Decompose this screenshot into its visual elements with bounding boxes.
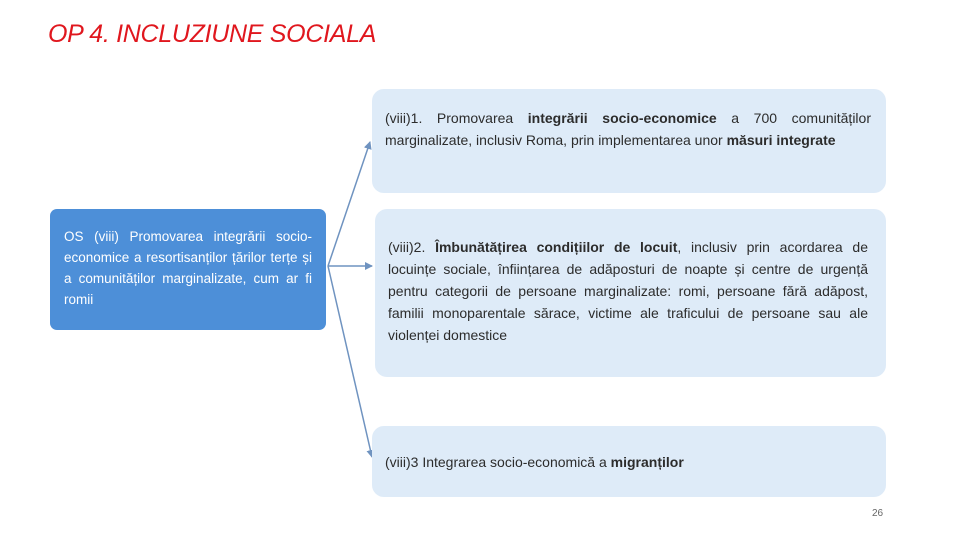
arrow-to-target-3 xyxy=(328,266,372,457)
action-box-1 xyxy=(372,89,886,193)
action-1-bold-b: măsuri integrate xyxy=(726,132,836,148)
action-box-2 xyxy=(375,209,886,377)
action-3-text-a: (viii)3 Integrarea socio-economică a xyxy=(385,454,611,470)
action-1-text-b: a 700 comunităților marginalizate, inclusiv Roma, prin implementarea unor xyxy=(385,110,871,148)
slide-title: OP 4. INCLUZIUNE SOCIALA xyxy=(48,20,377,48)
action-3-bold-a: migranților xyxy=(610,454,684,470)
action-1-text-a: (viii)1. Promovarea xyxy=(385,110,528,126)
page-number: 26 xyxy=(872,508,884,519)
action-1-bold-a: integrării socio-economice xyxy=(527,110,717,126)
action-2-text-a: (viii)2. xyxy=(388,239,436,255)
specific-objective-box xyxy=(50,209,326,330)
arrow-to-target-1 xyxy=(328,142,370,266)
action-2-bold-a: Îmbunătățirea condițiilor de locuit xyxy=(435,239,678,255)
specific-objective-text: OS (viii) Promovarea integrării socio-economice a resortisanților țărilor terțe și a comunităților marginalizate, cum ar fi romii xyxy=(64,229,312,307)
action-2-text-b: , inclusiv prin acordarea de locuințe sociale, înființarea de adăposturi de noapte și centre de urgență pentru categorii de persoane marginalizate: romi, persoane fără adăpost, familii monoparentale sărace, victime ale traficului de persoane sau ale violenței domestice xyxy=(388,239,868,343)
action-box-3 xyxy=(372,426,886,497)
